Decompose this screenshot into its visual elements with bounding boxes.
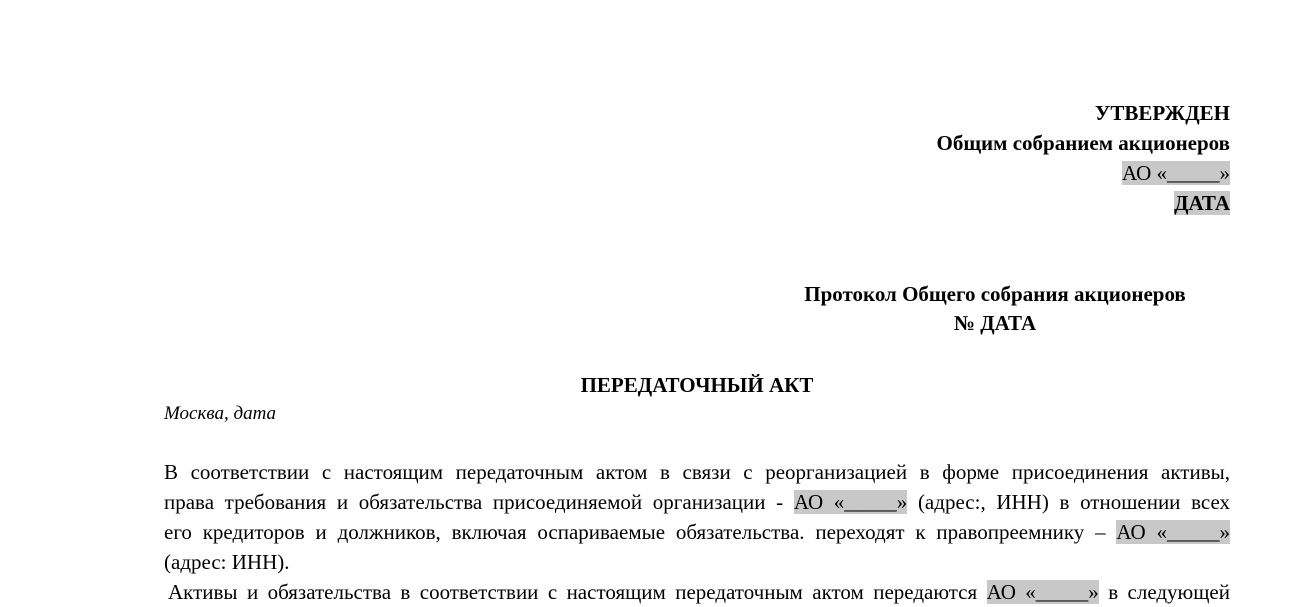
transfer-company-placeholder: АО «_____»	[986, 580, 1099, 604]
protocol-number: № ДАТА	[953, 311, 1037, 335]
approval-authority: Общим собранием акционеров	[936, 131, 1230, 155]
approval-block	[936, 98, 1230, 218]
protocol-title: Протокол Общего собрания акционеров	[804, 282, 1186, 306]
body-line-3	[164, 517, 1230, 547]
protocol-block	[760, 280, 1230, 338]
body-text-1: В соответствии с настоящим передаточным актом в связи с реорганизацией в форме присоединения активы,	[164, 460, 1230, 484]
approval-heading: УТВЕРЖДЕН	[1094, 101, 1230, 125]
body-text-4: (адрес: ИНН).	[164, 550, 290, 574]
body-text-5b: в следующей	[1098, 580, 1230, 604]
document-title: ПЕРЕДАТОЧНЫЙ АКТ	[580, 373, 814, 397]
body-line-5	[164, 577, 1230, 607]
body-text-3a: его кредиторов и должников, включая оспариваемые обязательства. переходят к правопреемнику –	[164, 520, 1117, 544]
place-and-date: Москва, дата	[164, 403, 277, 424]
approval-company-placeholder: АО «_____»	[1121, 161, 1230, 185]
body-text-5a: Активы и обязательства в соответствии с настоящим передаточным актом передаются	[168, 580, 987, 604]
body-line-1	[164, 457, 1230, 487]
merged-company-placeholder: АО «_____»	[793, 490, 908, 514]
successor-company-placeholder: АО «_____»	[1116, 520, 1230, 544]
body-text-2a: права требования и обязательства присоединяемой организации -	[164, 490, 794, 514]
approval-date-placeholder: ДАТА	[1174, 191, 1230, 215]
body-text-2b: (адрес:, ИНН) в отношении всех	[907, 490, 1230, 514]
body-line-4	[164, 547, 1230, 577]
body-line-2	[164, 487, 1230, 517]
document-body	[164, 457, 1230, 607]
